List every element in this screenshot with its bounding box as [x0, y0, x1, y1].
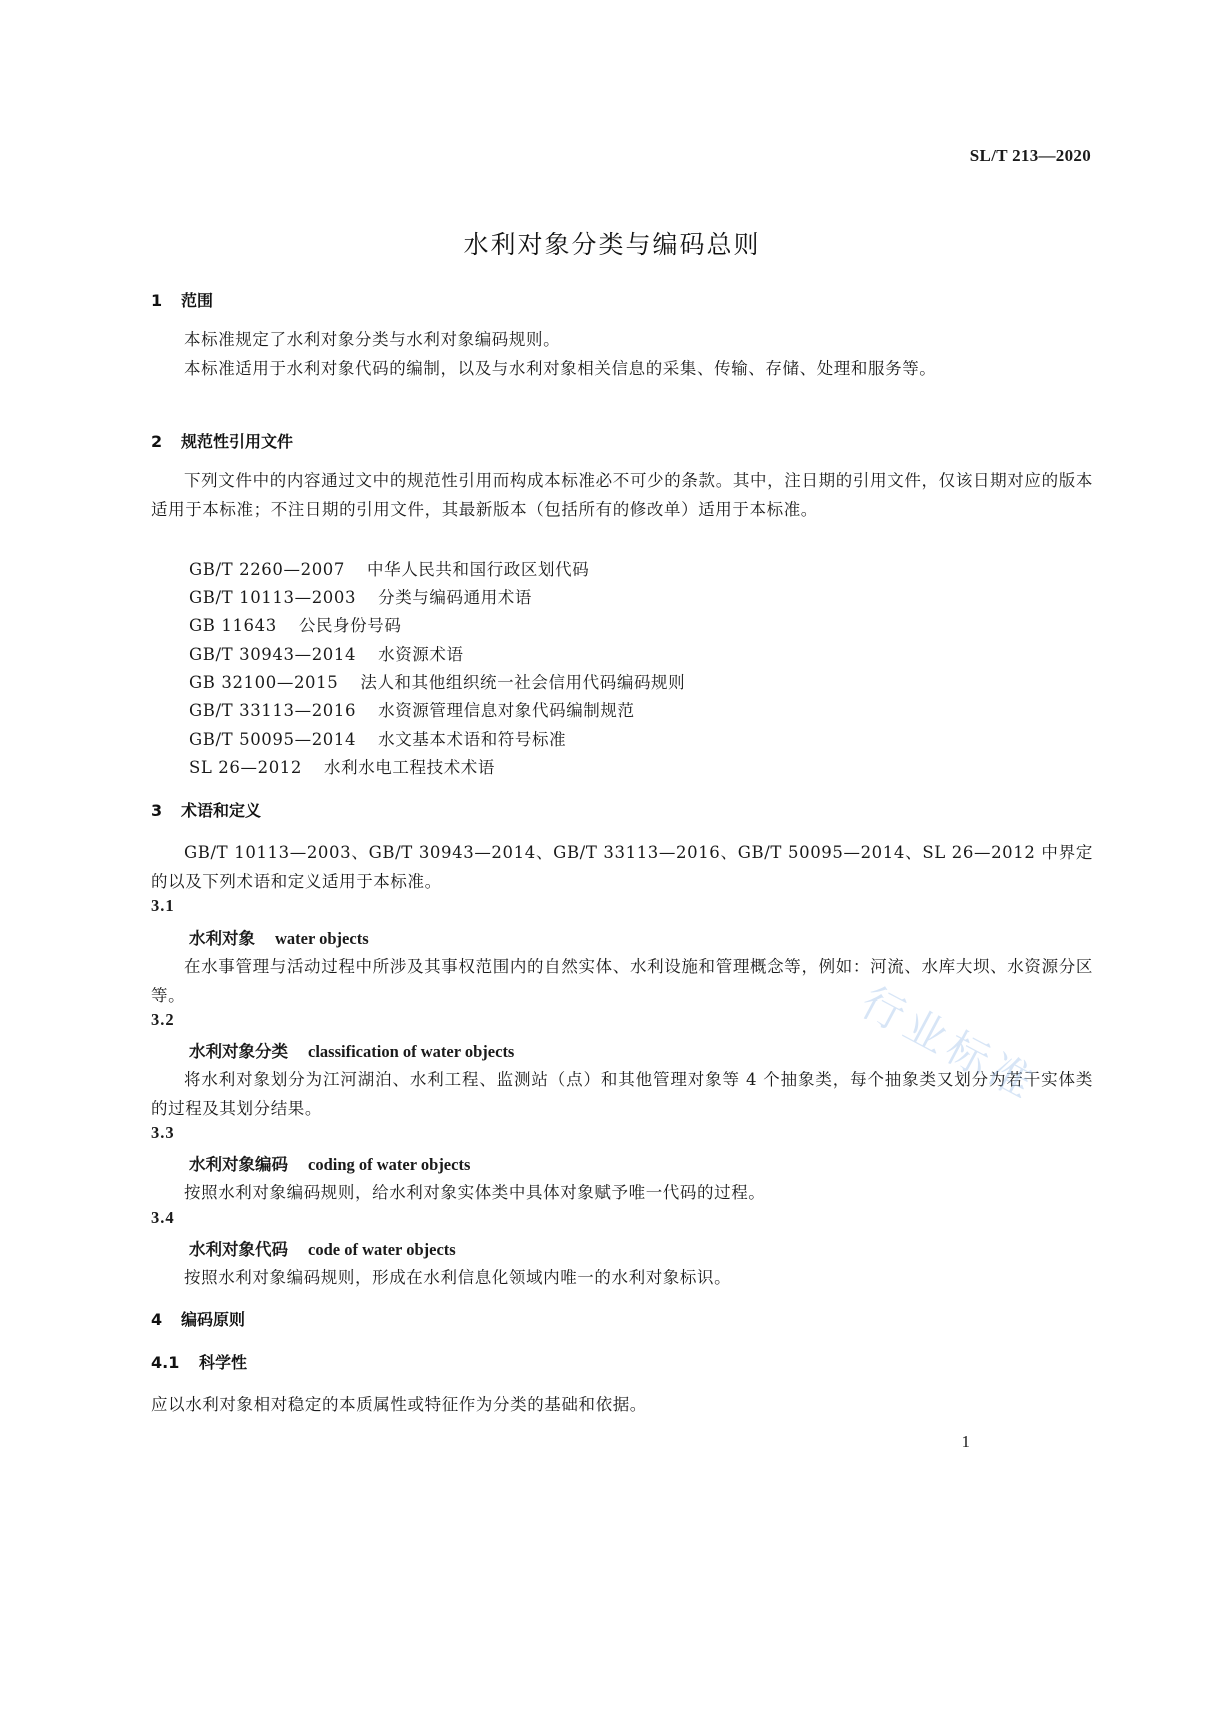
term-zh: 水利对象 — [189, 929, 255, 948]
reference-title: 水利水电工程技术术语 — [324, 758, 495, 777]
paragraph: 下列文件中的内容通过文中的规范性引用而构成本标准必不可少的条款。其中，注日期的引用文件，仅该日期对应的版本适用于本标准；不注日期的引用文件，其最新版本（包括所有的修改单）适用于本标准。 — [151, 471, 1093, 519]
reference-item — [189, 584, 532, 608]
reference-code: GB 32100—2015 — [189, 673, 339, 692]
reference-item — [189, 726, 566, 750]
subsection-number: 4.1 — [151, 1353, 180, 1372]
term-definition: 在水事管理与活动过程中所涉及其事权范围内的自然实体、水利设施和管理概念等，例如：河流、水库大坝、水资源分区等。 — [151, 957, 1093, 1005]
section-number: 3 — [151, 801, 163, 820]
paragraph: 本标准适用于水利对象代码的编制，以及与水利对象相关信息的采集、传输、存储、处理和服务等。 — [184, 359, 937, 378]
section-heading-4 — [151, 1307, 245, 1330]
term-number: 3.4 — [151, 1208, 175, 1227]
reference-item — [189, 556, 589, 580]
reference-title: 分类与编码通用术语 — [378, 588, 533, 607]
reference-item — [189, 641, 464, 665]
section-number: 2 — [151, 432, 163, 451]
reference-item — [189, 697, 635, 721]
term-number: 3.3 — [151, 1123, 175, 1142]
term-heading — [189, 1236, 456, 1260]
section-title: 范围 — [181, 291, 214, 310]
reference-code: GB/T 2260—2007 — [189, 560, 345, 579]
section-title: 编码原则 — [181, 1310, 246, 1329]
section-heading-3 — [151, 798, 261, 821]
term-en: coding of water objects — [308, 1155, 471, 1174]
term-definition: 按照水利对象编码规则，形成在水利信息化领域内唯一的水利对象标识。 — [184, 1268, 732, 1287]
term-number: 3.1 — [151, 896, 175, 915]
subsection-heading — [151, 1350, 247, 1373]
page-number: 1 — [961, 1432, 970, 1451]
reference-title: 水文基本术语和符号标准 — [378, 730, 567, 749]
reference-title: 水资源术语 — [378, 645, 464, 664]
term-heading — [189, 1038, 514, 1062]
term-en: classification of water objects — [308, 1042, 515, 1061]
section-title: 规范性引用文件 — [181, 432, 294, 451]
reference-title: 水资源管理信息对象代码编制规范 — [378, 701, 635, 720]
section-number: 1 — [151, 291, 163, 310]
term-en: water objects — [275, 929, 369, 948]
reference-code: SL 26—2012 — [189, 758, 302, 777]
watermark: 行业标准 — [853, 977, 1046, 1111]
reference-code: GB/T 33113—2016 — [189, 701, 357, 720]
term-definition: 将水利对象划分为江河湖泊、水利工程、监测站（点）和其他管理对象等 4 个抽象类，每个抽象类又划分为若干实体类的过程及其划分结果。 — [151, 1070, 1093, 1118]
term-definition: 按照水利对象编码规则，给水利对象实体类中具体对象赋予唯一代码的过程。 — [184, 1183, 766, 1202]
reference-code: GB/T 30943—2014 — [189, 645, 357, 664]
term-heading — [189, 1151, 470, 1175]
reference-title: 公民身份号码 — [298, 616, 402, 635]
reference-title: 法人和其他组织统一社会信用代码编码规则 — [360, 673, 686, 692]
reference-code: GB 11643 — [189, 616, 277, 635]
reference-title: 中华人民共和国行政区划代码 — [367, 560, 590, 579]
page-title: 水利对象分类与编码总则 — [463, 230, 761, 259]
paragraph: 本标准规定了水利对象分类与水利对象编码规则。 — [184, 330, 561, 349]
term-heading — [189, 925, 369, 949]
reference-code: GB/T 10113—2003 — [189, 588, 357, 607]
reference-item — [189, 669, 685, 693]
paragraph: GB/T 10113—2003、GB/T 30943—2014、GB/T 33113—2016、GB/T 50095—2014、SL 26—2012 中界定的以及下列术语和定义适用于本标准。 — [151, 843, 1093, 891]
section-heading-1 — [151, 288, 213, 311]
term-number: 3.2 — [151, 1010, 175, 1029]
section-title: 术语和定义 — [181, 801, 262, 820]
term-zh: 水利对象代码 — [189, 1240, 288, 1259]
reference-item — [189, 612, 401, 636]
subsection-title: 科学性 — [199, 1353, 248, 1372]
paragraph: 应以水利对象相对稳定的本质属性或特征作为分类的基础和依据。 — [151, 1395, 647, 1414]
term-zh: 水利对象分类 — [189, 1042, 288, 1061]
document-code: SL/T 213—2020 — [969, 146, 1091, 165]
reference-code: GB/T 50095—2014 — [189, 730, 357, 749]
term-en: code of water objects — [308, 1240, 456, 1259]
section-number: 4 — [151, 1310, 163, 1329]
reference-item — [189, 754, 495, 778]
term-zh: 水利对象编码 — [189, 1155, 288, 1174]
section-heading-2 — [151, 429, 293, 452]
